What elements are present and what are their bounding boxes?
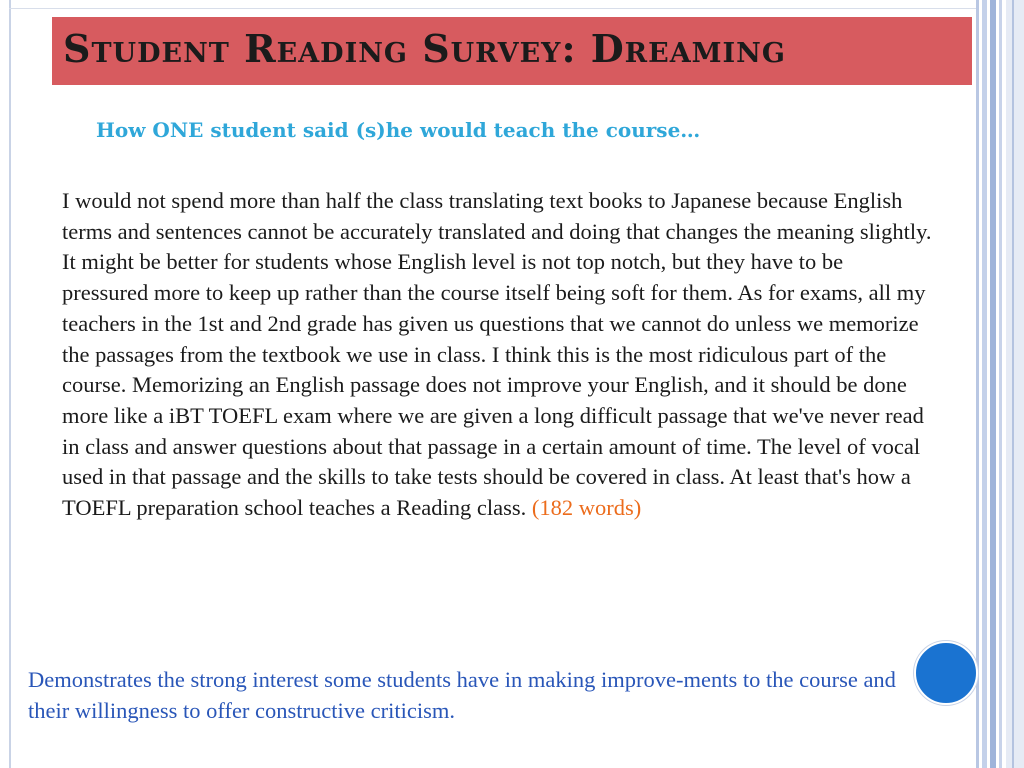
slide-title: Student Reading Survey: Dreaming <box>63 26 786 71</box>
slide-subtitle: How ONE student said (s)he would teach the course… <box>96 118 701 142</box>
decorative-stripe <box>1012 0 1014 768</box>
decorative-stripe <box>990 0 996 768</box>
student-quote <box>62 186 934 524</box>
frame-top-line <box>9 8 979 9</box>
decorative-stripe <box>999 0 1002 768</box>
decorative-stripe <box>976 0 979 768</box>
quote-text: I would not spend more than half the class translating text books to Japanese because English terms and sentences cannot be accurately translated and doing that changes the meaning slightly. It might be better for students whose English level is not top notch, but they have to be pressured more to keep up rather than the course itself being soft for them. As for exams, all my teachers in the 1st and 2nd grade has given us questions that we cannot do unless we memorize the passages from the textbook we use in class. I think this is the most ridiculous part of the course. Memorizing an English passage does not improve your English, and it should be done more like a iBT TOEFL exam where we are given a long difficult passage that we've never read in class and answer questions about that passage in a certain amount of time. The level of vocal used in that passage and the skills to take tests should be covered in class. At least that's how a TOEFL preparation school teaches a Reading class. <box>62 188 932 521</box>
decorative-circle <box>914 641 978 705</box>
frame-left-line <box>9 0 11 768</box>
decorative-stripe <box>1006 0 1024 768</box>
decorative-stripe <box>982 0 987 768</box>
summary-note: Demonstrates the strong interest some students have in making improve-ments to the course and their willingness to offer constructive criticism. <box>28 667 896 723</box>
word-count: (182 words) <box>531 495 642 521</box>
